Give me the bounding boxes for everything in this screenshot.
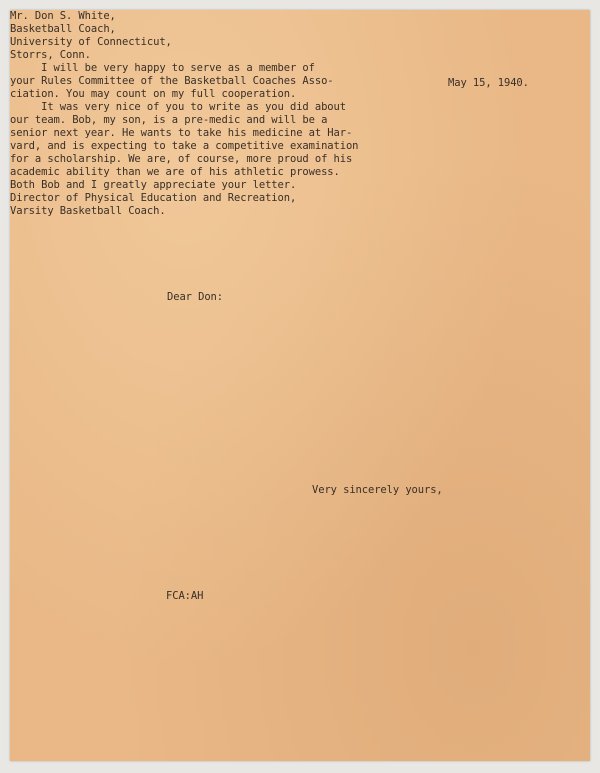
signature-title-line: Varsity Basketball Coach. bbox=[10, 205, 166, 217]
signature-block bbox=[10, 192, 590, 218]
paragraph-1 bbox=[10, 62, 590, 101]
text-line: It was very nice of you to write as you did about bbox=[10, 101, 346, 113]
text-line: I will be very happy to serve as a member of bbox=[10, 62, 315, 74]
letter-page bbox=[10, 10, 590, 761]
text-line: vard, and is expecting to take a competitive examination bbox=[10, 140, 359, 152]
text-line: our team. Bob, my son, is a pre-medic and will be a bbox=[10, 114, 328, 126]
recipient-line: Basketball Coach, bbox=[10, 23, 116, 35]
letter-date: May 15, 1940. bbox=[448, 77, 529, 89]
text-line: senior next year. He wants to take his medicine at Har- bbox=[10, 127, 353, 139]
text-line: for a scholarship. We are, of course, more proud of his bbox=[10, 153, 353, 165]
recipient-line: University of Connecticut, bbox=[10, 36, 172, 48]
text-line: ciation. You may count on my full cooperation. bbox=[10, 88, 297, 100]
closing: Very sincerely yours, bbox=[312, 484, 443, 496]
salutation: Dear Don: bbox=[167, 291, 223, 303]
recipient-line: Mr. Don S. White, bbox=[10, 10, 116, 22]
signature-title-line: Director of Physical Education and Recreation, bbox=[10, 192, 297, 204]
recipient-line: Storrs, Conn. bbox=[10, 49, 91, 61]
paragraph-2 bbox=[10, 101, 590, 192]
text-line: your Rules Committee of the Basketball Coaches Asso- bbox=[10, 75, 334, 87]
text-line: Both Bob and I greatly appreciate your letter. bbox=[10, 179, 297, 191]
recipient-address bbox=[10, 10, 590, 62]
typist-initials: FCA:AH bbox=[166, 590, 204, 602]
text-line: academic ability than we are of his athletic prowess. bbox=[10, 166, 340, 178]
